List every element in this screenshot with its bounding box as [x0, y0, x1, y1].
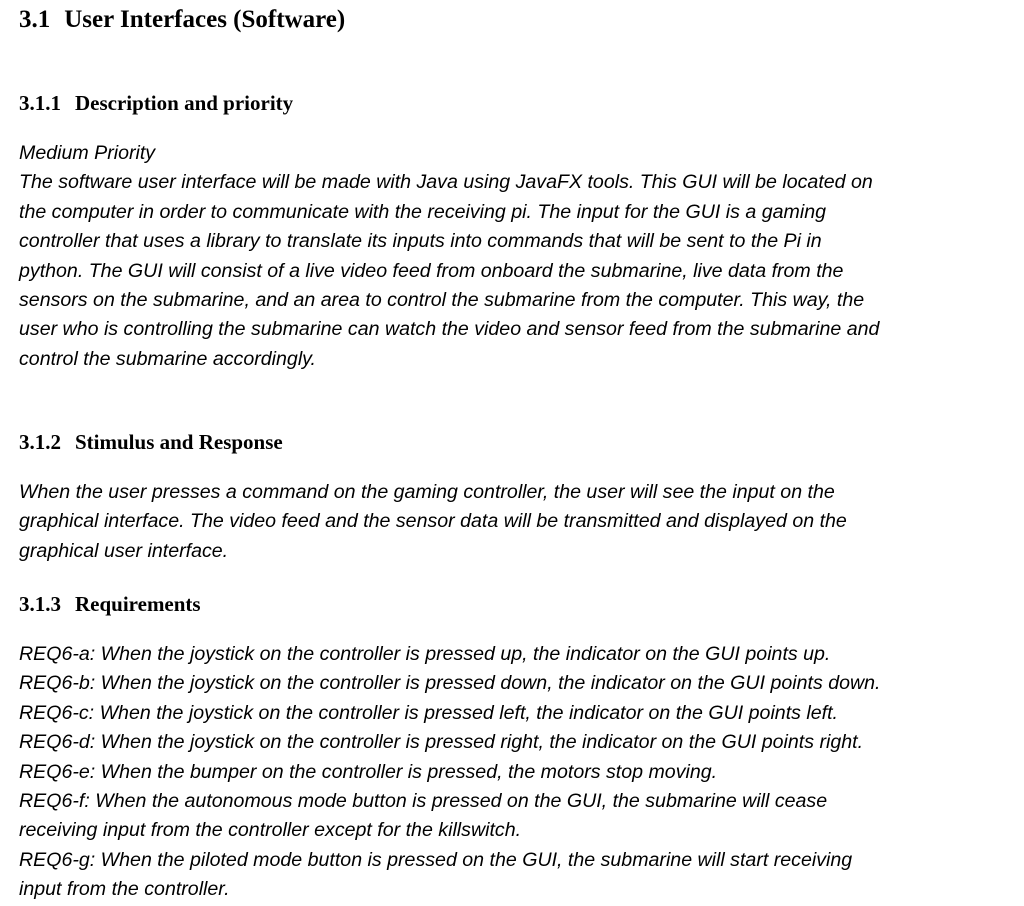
priority-label: Medium Priority	[19, 142, 156, 164]
subsection-title: Requirements	[75, 592, 201, 616]
requirement-item: REQ6-c: When the joystick on the controller is pressed left, the indicator on the GUI points left.	[19, 701, 838, 724]
paragraph-line: graphical user interface.	[19, 539, 229, 562]
paragraph-line: sensors on the submarine, and an area to control the submarine from the computer. This way, the	[19, 289, 865, 312]
subsection-heading-requirements	[19, 591, 201, 617]
subsection-title: Stimulus and Response	[75, 430, 283, 454]
paragraph-line: user who is controlling the submarine can watch the video and sensor feed from the submarine and	[19, 318, 880, 341]
paragraph-line: control the submarine accordingly.	[19, 347, 316, 370]
requirement-item: REQ6-d: When the joystick on the controller is pressed right, the indicator on the GUI points right.	[19, 731, 864, 754]
requirement-item-continued: input from the controller.	[19, 878, 230, 901]
paragraph-line: python. The GUI will consist of a live video feed from onboard the submarine, live data from the	[19, 259, 844, 282]
requirement-item: REQ6-e: When the bumper on the controller is pressed, the motors stop moving.	[19, 760, 718, 783]
requirement-item: REQ6-f: When the autonomous mode button is pressed on the GUI, the submarine will cease	[19, 790, 828, 813]
section-title: User Interfaces (Software)	[64, 6, 346, 33]
subsection-number: 3.1.2	[19, 430, 61, 454]
subsection-heading-stimulus	[19, 429, 283, 455]
requirement-item: REQ6-a: When the joystick on the controller is pressed up, the indicator on the GUI points up.	[19, 643, 831, 665]
stimulus-paragraph	[19, 478, 1004, 566]
requirement-item: REQ6-b: When the joystick on the controller is pressed down, the indicator on the GUI points down.	[19, 672, 881, 695]
requirement-item: REQ6-g: When the piloted mode button is pressed on the GUI, the submarine will start receiving	[19, 848, 853, 871]
description-paragraph	[19, 139, 1004, 374]
subsection-number: 3.1.1	[19, 91, 61, 115]
paragraph-line: controller that uses a library to translate its inputs into commands that will be sent to the Pi in	[19, 230, 822, 253]
subsection-title: Description and priority	[75, 91, 294, 115]
paragraph-line: When the user presses a command on the gaming controller, the user will see the input on the	[19, 481, 835, 503]
subsection-number: 3.1.3	[19, 592, 61, 616]
paragraph-line: The software user interface will be made with Java using JavaFX tools. This GUI will be located on	[19, 171, 873, 194]
section-number: 3.1	[19, 6, 51, 33]
section-heading	[19, 5, 345, 35]
paragraph-line: the computer in order to communicate with the receiving pi. The input for the GUI is a gaming	[19, 200, 826, 223]
requirements-list	[19, 640, 1004, 905]
paragraph-line: graphical interface. The video feed and the sensor data will be transmitted and displayed on the	[19, 510, 847, 533]
requirement-item-continued: receiving input from the controller except for the killswitch.	[19, 819, 522, 842]
subsection-heading-description	[19, 90, 293, 116]
